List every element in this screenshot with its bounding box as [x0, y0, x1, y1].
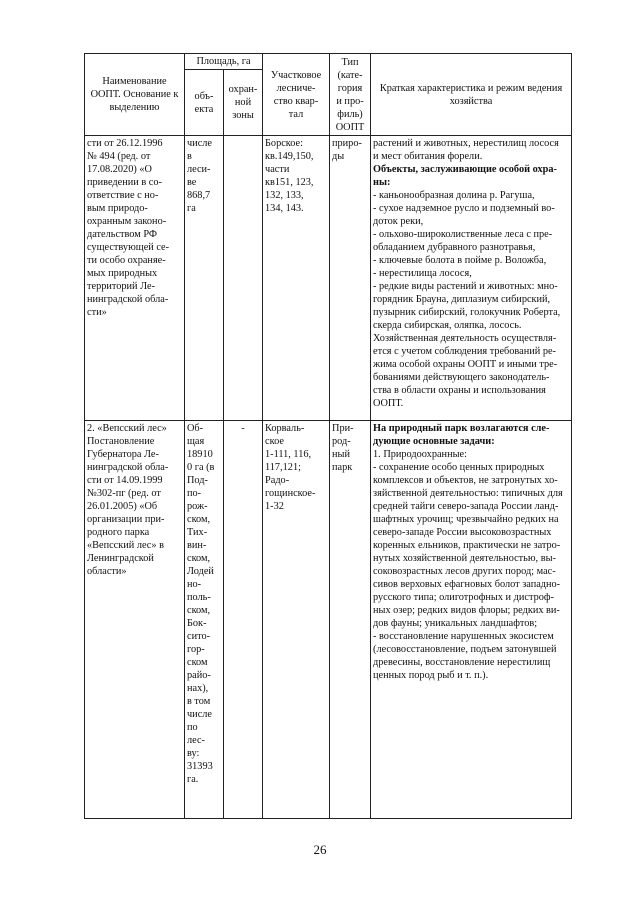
header-name: Наименование ООПТ. Основание к выделению: [85, 54, 185, 136]
cell-name: сти от 26.12.1996 № 494 (ред. от 17.08.2020) «О приведении в со- ответствие с но- вым природо- охранным законо- дательством РФ существующей се- ти особо охраняе- мых природных территорий Ле- нинградской обла- сти»: [85, 136, 185, 421]
header-area: Площадь, га: [185, 54, 263, 70]
characteristic-paragraph: - каньонообразная долина р. Рагуша, - сухое надземное русло и подземный во- доток реки, - ольхово-широколиственные леса с пре- обладанием дубравного разнотравья, - ключевые болота в пойме р. Воложба, - нерестилища лосося, - редкие виды растений и животных: мно- горядник Брауна, диплазиум сибирский, пузырник сибирский, голокучник Роберта, скерда сибирская, оляпка, лосось.: [373, 190, 561, 331]
document-table: [84, 53, 572, 819]
cell-area-buffer: -: [224, 421, 263, 819]
header-area-object: объ- екта: [185, 70, 224, 136]
cell-area-object: Об- щая 18910 0 га (в Под- по- рож- ском, Тих- вин- ском, Лодей но- поль- ском, Бок- сито- гор- ском райо- нах), в том числе по лес- ву: 31393 га.: [185, 421, 224, 819]
cell-characteristic: [371, 136, 572, 421]
characteristic-paragraph: 1. Природоохранные: - сохранение особо ценных природных комплексов и объектов, не затронутых хо- зяйственной деятельностью: типичных для средней тайги северо-запада России ланд- шафтных урочищ; чрезвычайно редких на северо-западе России высоковозрастных коренных ельников, практически не затро- нутых хозяйственной деятельностью, вы- соковозрастных лесов других пород; мас- сивов верховых ефагновых болот западно- русского типа; олиготрофных и дистроф- ных озер; редких видов флоры; редких ви- дов фауны; уникальных ландшафтов; - восстановление нарушенных экосистем (лесовосстановление, подъем затонувшей древесины, восстановление нерестилищ ценных пород рыб и т. п.).: [373, 449, 563, 681]
page-number: 26: [313, 842, 327, 857]
cell-type: приро- ды: [330, 136, 371, 421]
table-row: [85, 136, 572, 421]
characteristic-paragraph: Хозяйственная деятельность осуществля- ется с учетом соблюдения требований ре- жима особой охраны ООПТ и иными тре- бованиями действующего законодатель- ства в области охраны и использования ООПТ.: [373, 333, 558, 409]
header-row-1: [85, 54, 572, 70]
cell-name: 2. «Вепсский лес» Постановление Губернатора Ле- нинградской обла- сти от 14.09.1999 №302-пг (ред. от 26.01.2005) «Об организации при- родного парка «Вепсский лес» в Ленинградской области»: [85, 421, 185, 819]
cell-area-buffer: [224, 136, 263, 421]
header-characteristic: Краткая характеристика и режим ведения хозяйства: [371, 54, 572, 136]
characteristic-paragraph: растений и животных, нерестилищ лосося и мест обитания форели.: [373, 138, 559, 162]
header-area-buffer: охран- ной зоны: [224, 70, 263, 136]
table-row: [85, 421, 572, 819]
characteristic-paragraph-bold: Объекты, заслуживающие особой охра- ны:: [373, 164, 557, 188]
cell-area-object: числе в леси- ве 868,7 га: [185, 136, 224, 421]
cell-characteristic: [371, 421, 572, 819]
cell-forestry: Корваль- ское 1-111, 116, 117,121; Радо- гощинское- 1-32: [263, 421, 330, 819]
cell-type: При- род- ный парк: [330, 421, 371, 819]
header-forestry: Участковое лесниче- ство квар- тал: [263, 54, 330, 136]
header-type: Тип (кате- гория и про- филь) ООПТ: [330, 54, 371, 136]
cell-forestry: Борское: кв.149,150, части кв151, 123, 132, 133, 134, 143.: [263, 136, 330, 421]
characteristic-paragraph-bold: На природный парк возлагаются сле- дующие основные задачи:: [373, 423, 550, 447]
